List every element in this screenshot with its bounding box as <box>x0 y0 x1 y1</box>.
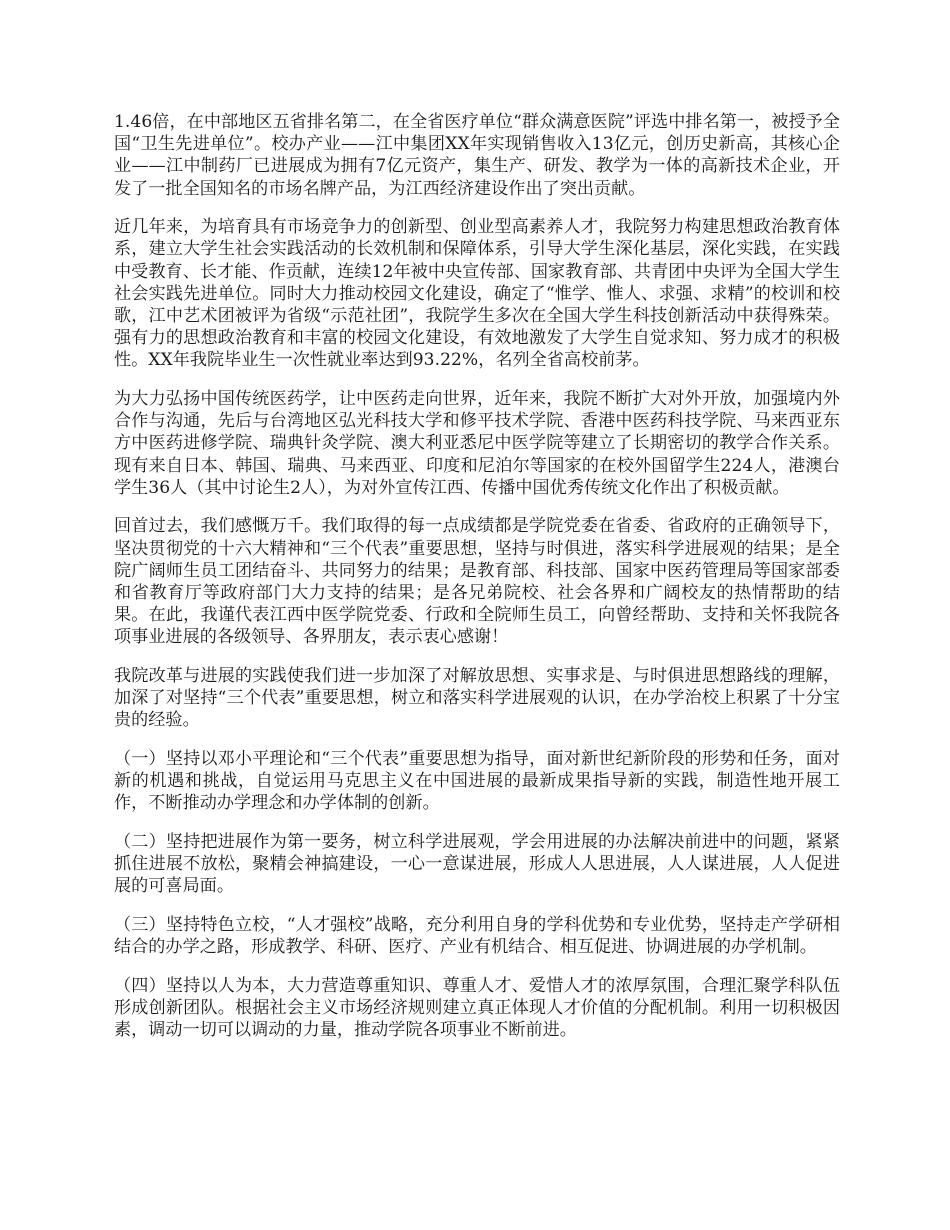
document-body <box>114 111 840 1058</box>
paragraph-achievements-continued: 1.46倍，在中部地区五省排名第二，在全省医疗单位“群众满意医院”评选中排名第一，被授予全国“卫生先进单位”。校办产业——江中集团XX年实现销售收入13亿元，创历史新高，其核心企业——江中制药厂已进展成为拥有7亿元资产，集生产、研发、教学为一体的高新技术企业，开发了一批全国知名的市场名牌产品，为江西经济建设作出了突出贡献。 <box>114 112 840 199</box>
paragraph-point-one: （一）坚持以邓小平理论和“三个代表”重要思想为指导，面对新世纪新阶段的形势和任务，面对新的机遇和挑战，自觉运用马克思主义在中国进展的最新成果指导新的实践，制造性地开展工作，不断推动办学理念和办学体制的创新。 <box>114 749 840 814</box>
paragraph-point-three: （三）坚持特色立校，“人才强校”战略，充分利用自身的学科优势和专业优势，坚持走产学研相结合的办学之路，形成教学、科研、医疗、产业有机结合、相互促进、协调进展的办学机制。 <box>114 915 840 958</box>
paragraph-student-education: 近几年来，为培育具有市场竞争力的创新型、创业型高素养人才，我院努力构建思想政治教育体系，建立大学生社会实践活动的长效机制和保障体系，引导大学生深化基层，深化实践，在实践中受教育、长才能、作贡献，连续12年被中央宣传部、国家教育部、共青团中央评为全国大学生社会实践先进单位。同时大力推动校园文化建设，确定了“惟学、惟人、求强、求精”的校训和校歌，江中艺术团被评为省级“示范社团”，我院学生多次在全国大学生科技创新活动中获得殊荣。强有力的思想政治教育和丰富的校园文化建设，有效地激发了大学生自觉求知、努力成才的积极性。XX年我院毕业生一次性就业率达到93.22%，名列全省高校前茅。 <box>114 217 840 371</box>
paragraph-international-cooperation: 为大力弘扬中国传统医药学，让中医药走向世界，近年来，我院不断扩大对外开放，加强境内外合作与沟通，先后与台湾地区弘光科技大学和修平技术学院、香港中医药科技学院、马来西亚东方中医药进修学院、瑞典针灸学院、澳大利亚悉尼中医学院等建立了长期密切的教学合作关系。现有来自日本、韩国、瑞典、马来西亚、印度和尼泊尔等国家的在校外国留学生224人，港澳台学生36人（其中讨论生2人），为对外宣传江西、传播中国优秀传统文化作出了积极贡献。 <box>114 389 840 498</box>
paragraph-looking-back: 回首过去，我们感慨万千。我们取得的每一点成绩都是学院党委在省委、省政府的正确领导下，坚决贯彻党的十六大精神和“三个代表”重要思想，坚持与时俱进，落实科学进展观的结果；是全院广阔师生员工团结奋斗、共同努力的结果；是教育部、科技部、国家中医药管理局等国家部委和省教育厅等政府部门大力支持的结果；是各兄弟院校、社会各界和广阔校友的热情帮助的结果。在此，我谨代表江西中医学院党委、行政和全院师生员工，向曾经帮助、支持和关怀我院各项事业进展的各级领导、各界朋友，表示衷心感谢！ <box>114 516 840 648</box>
paragraph-point-four: （四）坚持以人为本，大力营造尊重知识、尊重人才、爱惜人才的浓厚氛围，合理汇聚学科队伍形成创新团队。根据社会主义市场经济规则建立真正体现人才价值的分配机制。利用一切积极因素，调动一切可以调动的力量，推动学院各项事业不断前进。 <box>114 975 840 1041</box>
paragraph-point-two: （二）坚持把进展作为第一要务，树立科学进展观，学会用进展的办法解决前进中的问题，紧紧抓住进展不放松，聚精会神搞建设，一心一意谋进展，形成人人思进展，人人谋进展，人人促进展的可喜局面。 <box>114 832 840 897</box>
paragraph-experience-intro: 我院改革与进展的实践使我们进一步加深了对解放思想、实事求是、与时俱进思想路线的理解，加深了对坚持“三个代表”重要思想，树立和落实科学进展观的认识，在办学治校上积累了十分宝贵的经验。 <box>114 666 840 731</box>
